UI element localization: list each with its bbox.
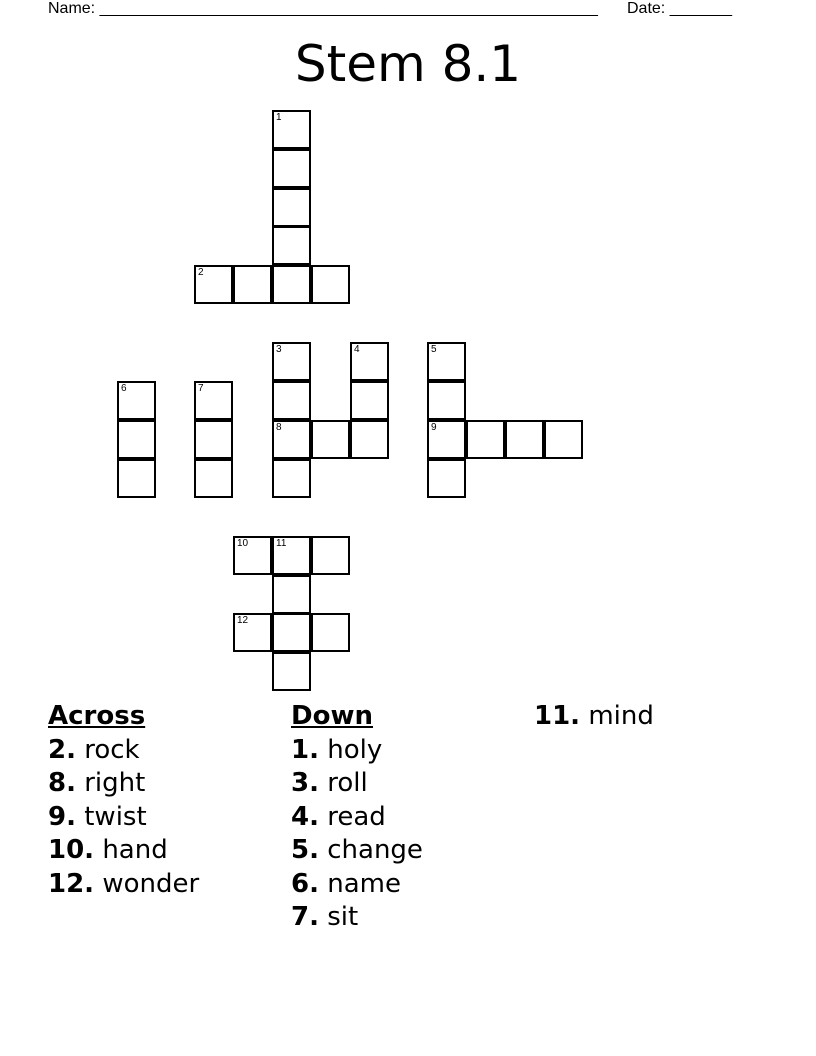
clue-item: 12. wonder [48, 868, 200, 899]
clue-item: 10. hand [48, 835, 168, 865]
clue-item: 9. twist [48, 801, 147, 832]
clue-number: 12 [237, 615, 249, 626]
clue-number: 3 [276, 344, 282, 355]
grid-cell[interactable] [272, 652, 311, 691]
clue-number: 10 [237, 538, 249, 549]
across-heading: Across [48, 701, 146, 731]
grid-cell[interactable] [272, 575, 311, 614]
grid-cell[interactable] [272, 226, 311, 265]
grid-cell[interactable] [194, 265, 233, 304]
clue-item: 7. sit [291, 902, 359, 932]
grid-cell[interactable] [233, 613, 272, 652]
clue-item: 2. rock [48, 734, 140, 765]
grid-cell[interactable] [427, 459, 466, 498]
down-clues [291, 700, 423, 935]
down-heading: Down [291, 701, 373, 731]
clue-number: 11 [276, 538, 287, 549]
grid-cell[interactable] [194, 459, 233, 498]
grid-cell[interactable] [466, 420, 505, 459]
grid-cell[interactable] [311, 536, 350, 575]
clue-item: 4. read [291, 801, 386, 832]
grid-cell[interactable] [272, 265, 311, 304]
grid-cell[interactable] [272, 342, 311, 381]
grid-cell[interactable] [117, 420, 156, 459]
clue-number: 5 [431, 344, 437, 355]
across-clues [48, 700, 199, 901]
grid-cell[interactable] [427, 342, 466, 381]
clue-number: 4 [354, 344, 360, 355]
grid-cell[interactable] [272, 149, 311, 188]
grid-cell[interactable] [272, 188, 311, 227]
clue-number: 2 [198, 267, 204, 278]
grid-cell[interactable] [272, 110, 311, 149]
clue-number: 7 [198, 383, 204, 394]
grid-cell[interactable] [427, 420, 466, 459]
grid-cell[interactable] [350, 342, 389, 381]
grid-cell[interactable] [505, 420, 544, 459]
grid-cell[interactable] [194, 381, 233, 420]
grid-cell[interactable] [350, 420, 389, 459]
grid-cell[interactable] [272, 381, 311, 420]
grid-cell[interactable] [194, 420, 233, 459]
clue-item: 5. change [291, 835, 423, 865]
grid-cell[interactable] [272, 613, 311, 652]
grid-cell[interactable] [233, 536, 272, 575]
clue-number: 9 [431, 422, 437, 433]
down-clues-continued [534, 700, 654, 734]
name-field-label: Name: ________________________________________________________ [48, 0, 598, 17]
grid-cell[interactable] [427, 381, 466, 420]
date-field-label: Date: _______ [627, 0, 732, 17]
grid-cell[interactable] [272, 536, 311, 575]
clue-item: 6. name [291, 868, 401, 899]
grid-cell[interactable] [272, 420, 311, 459]
clue-item: 3. roll [291, 768, 368, 798]
grid-cell[interactable] [311, 265, 350, 304]
grid-cell[interactable] [117, 459, 156, 498]
clue-item: 8. right [48, 768, 146, 798]
grid-cell[interactable] [311, 420, 350, 459]
grid-cell[interactable] [117, 381, 156, 420]
grid-cell[interactable] [272, 459, 311, 498]
clue-number: 8 [276, 422, 282, 433]
grid-cell[interactable] [233, 265, 272, 304]
grid-cell[interactable] [311, 613, 350, 652]
grid-cell[interactable] [350, 381, 389, 420]
grid-cell[interactable] [544, 420, 583, 459]
clue-item: 1. holy [291, 734, 383, 765]
page-title: Stem 8.1 [294, 35, 522, 93]
clue-number: 1 [276, 112, 282, 123]
clue-number: 6 [121, 383, 127, 394]
clue-item: 11. mind [534, 701, 654, 731]
